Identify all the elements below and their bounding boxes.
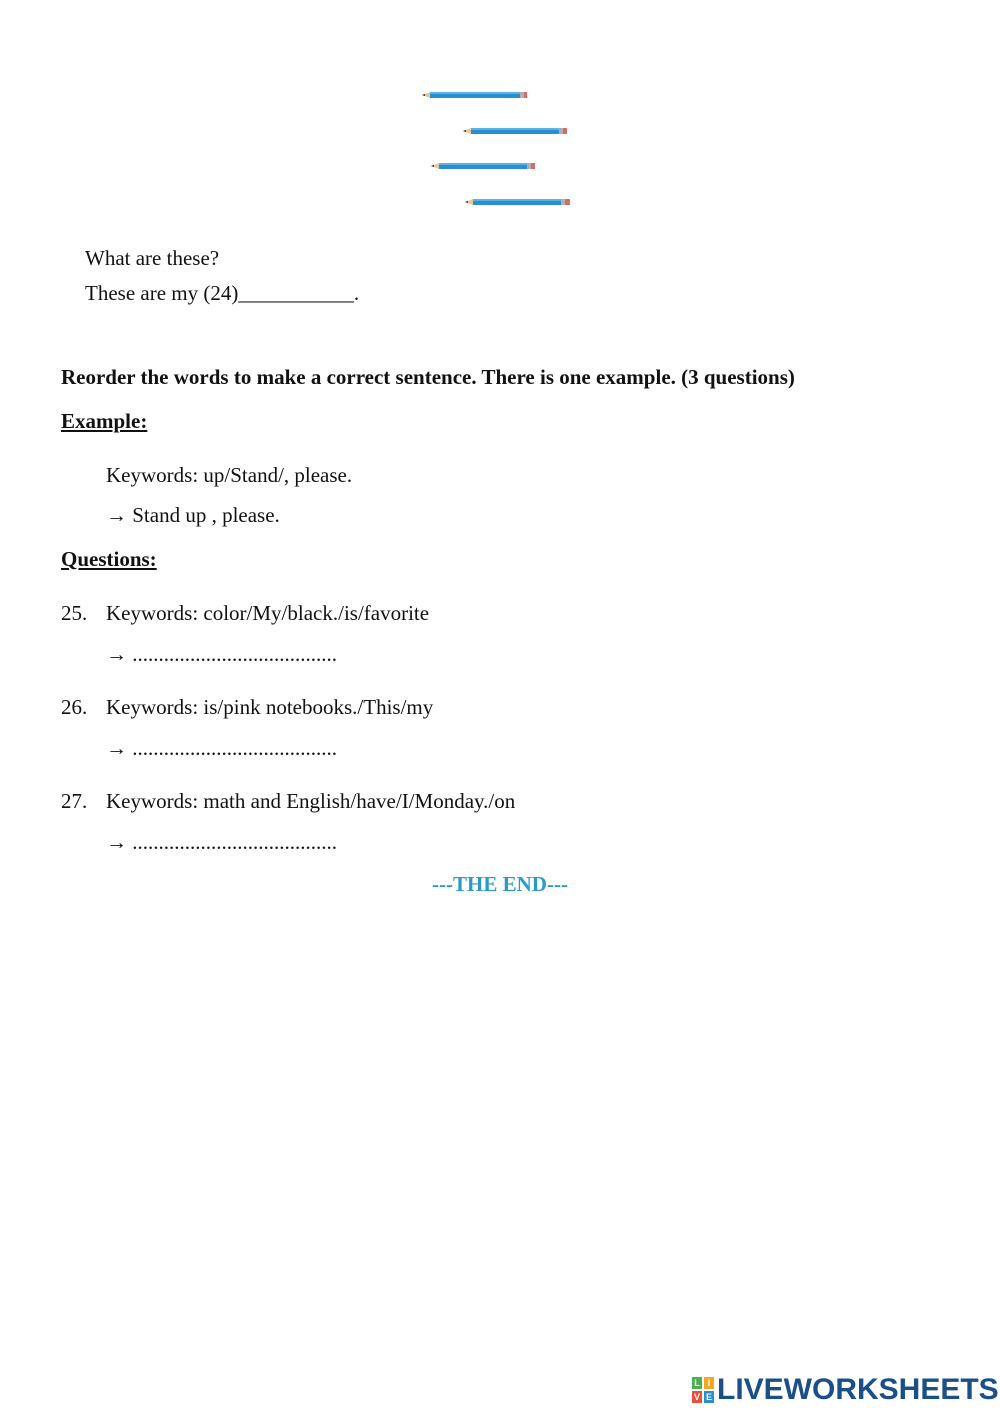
question-26-keywords: Keywords: is/pink notebooks./This/my bbox=[106, 695, 434, 719]
logo-mark-icon: L I V E bbox=[693, 1378, 712, 1402]
pencil-1 bbox=[422, 92, 527, 98]
question-27-keywords: Keywords: math and English/have/I/Monday./on bbox=[106, 789, 516, 813]
pencil-3 bbox=[431, 163, 535, 169]
q24-answer-line[interactable]: These are my (24)___________. bbox=[85, 281, 360, 305]
question-25-keywords: Keywords: color/My/black./is/favorite bbox=[106, 601, 430, 625]
section-instruction: Reorder the words to make a correct sentence. There is one example. (3 questions) bbox=[61, 365, 795, 389]
question-25-answer[interactable]: → ....................................... bbox=[106, 642, 337, 666]
question-27-number: 27. bbox=[61, 789, 88, 813]
questions-heading: Questions: bbox=[61, 547, 157, 571]
example-answer: → Stand up , please. bbox=[106, 503, 280, 527]
question-26-answer[interactable]: → ....................................... bbox=[106, 736, 337, 760]
pencil-4 bbox=[465, 199, 570, 205]
the-end-text: ---THE END--- bbox=[432, 872, 568, 896]
pencils-illustration bbox=[415, 80, 585, 220]
example-keywords: Keywords: up/Stand/, please. bbox=[106, 463, 353, 487]
liveworksheets-logo bbox=[692, 1372, 999, 1408]
example-heading: Example: bbox=[61, 409, 148, 433]
question-27-answer[interactable]: → ....................................... bbox=[106, 830, 337, 854]
q24-question: What are these? bbox=[85, 246, 220, 270]
question-26-number: 26. bbox=[61, 695, 88, 719]
question-25-number: 25. bbox=[61, 601, 88, 625]
logo-text: LIVEWORKSHEETS bbox=[717, 1373, 999, 1406]
pencil-2 bbox=[463, 128, 567, 134]
